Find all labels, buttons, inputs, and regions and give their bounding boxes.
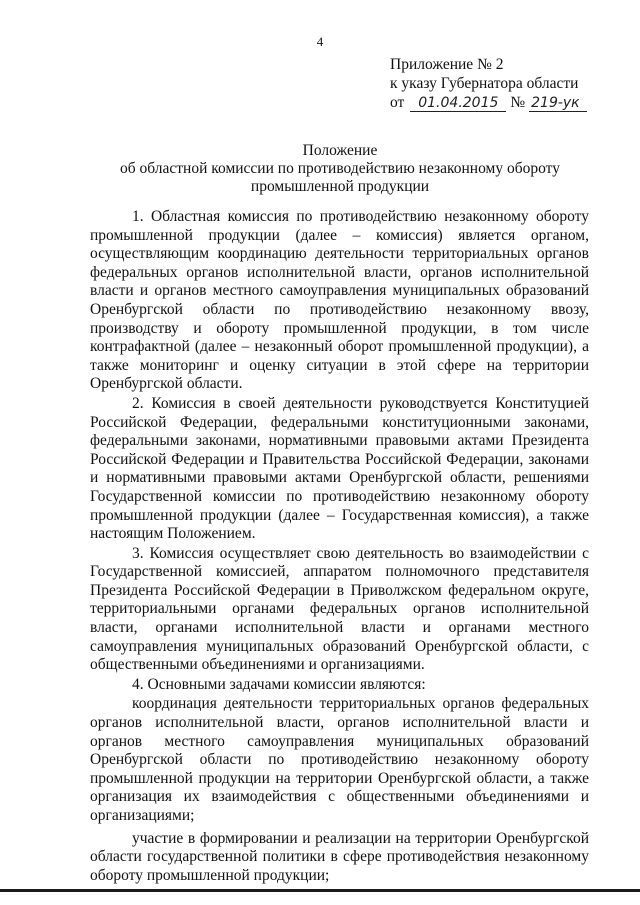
task-item-1: координация деятельности территориальных органов федеральных органов исполнительной власти, органов исполнительной власти и органов местного самоуправления муниципальных образований Оренбургской области по противодействию незаконному обороту промышленной продукции на территории Оренбургской области, а также организация их взаимодействия с общественными объединениями и организациями;	[90, 695, 589, 824]
number-label: №	[510, 94, 526, 111]
appendix-decree-ref: к указу Губернатора области	[390, 75, 579, 92]
paragraph-2: 2. Комиссия в своей деятельности руководствуется Конституцией Российской Федерации, федеральными конституционными законами, федеральными законами, нормативными правовыми актами Президента Российской Федерации и Правительства Российской Федерации, законами и нормативными правовыми актами Оренбургской области, решениями Государственной комиссии по противодействию незаконному обороту промышленной продукции (далее – Государственная комиссия), а также настоящим Положением.	[90, 394, 589, 543]
title-line-3: промышленной продукции	[250, 178, 430, 195]
document-body	[90, 208, 589, 885]
handwritten-number: 219-ук	[529, 95, 587, 112]
paragraph-4: 4. Основными задачами комиссии являются:	[132, 675, 426, 693]
title-line-1: Положение	[302, 142, 378, 159]
handwritten-date: 01.04.2015	[410, 95, 506, 112]
paragraph-1: 1. Областная комиссия по противодействию незаконному обороту промышленной продукции (далее – комиссия) является органом, осуществляющим координацию деятельности территориальных органов федеральных органов исполнительной власти, органов исполнительной власти и органов местного самоуправления муниципальных образований Оренбургской области по противодействию незаконному ввозу, производству и обороту промышленной продукции, в том числе контрафактной (далее – незаконный оборот промышленной продукции), а также мониторинг и оценку ситуации в этой сфере на территории Оренбургской области.	[90, 208, 589, 393]
appendix-header	[390, 55, 630, 112]
document-title	[60, 142, 620, 196]
from-label: от	[390, 94, 405, 111]
page-number: 4	[316, 34, 324, 49]
task-item-2: участие в формировании и реализации на территории Оренбургской области государственной политики в сфере противодействия незаконному обороту промышленной продукции;	[90, 829, 589, 884]
page-bottom-rule	[0, 889, 640, 892]
title-line-2: об областной комиссии по противодействию незаконному обороту	[120, 160, 560, 177]
appendix-title: Приложение № 2	[390, 56, 504, 73]
paragraph-3: 3. Комиссия осуществляет свою деятельность во взаимодействии с Государственной комиссией, аппаратом полномочного представителя Президента Российской Федерации в Приволжском федеральном округе, территориальными органами федеральных органов исполнительной власти, органами исполнительной власти и органами местного самоуправления муниципальных образований Оренбургской области, с общественными объединениями и организациями.	[90, 544, 589, 674]
appendix-date-number	[390, 93, 630, 112]
